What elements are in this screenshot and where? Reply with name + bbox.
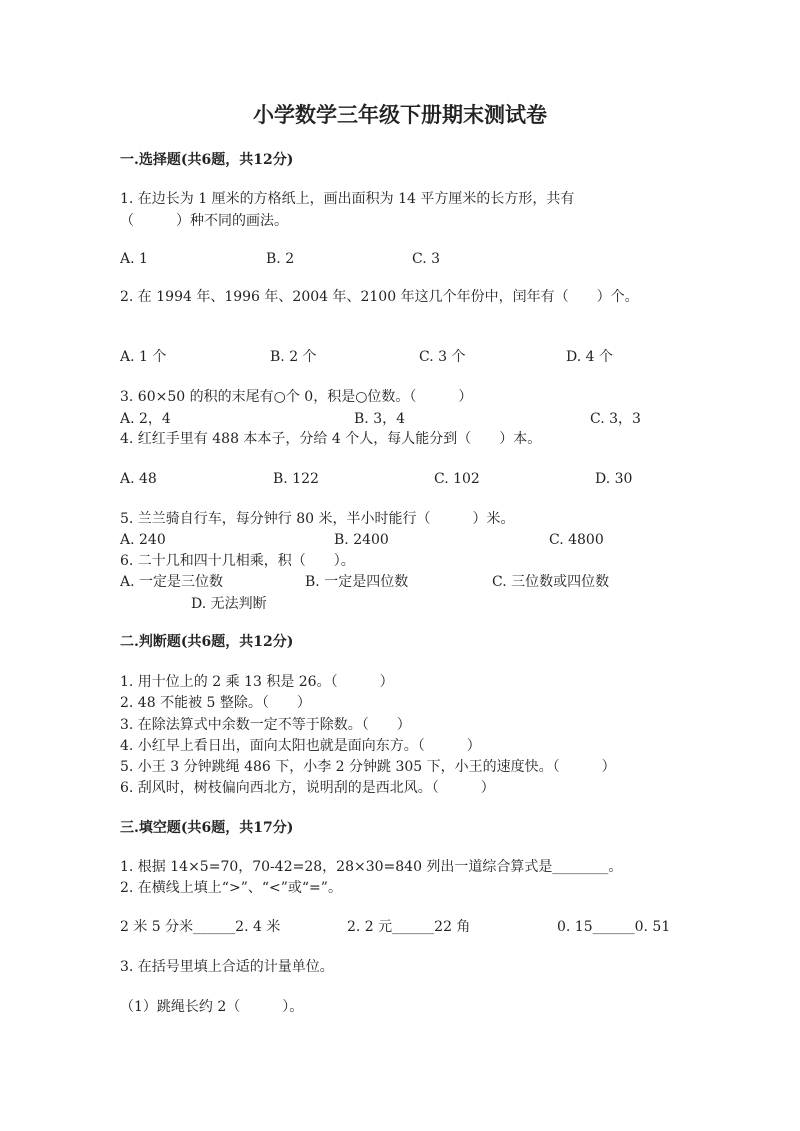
- judge-item-3: 3. 在除法算式中余数一定不等于除数。（ ）: [120, 717, 411, 733]
- judge-item-6: 6. 刮风时，树枝偏向西北方，说明刮的是西北风。（ ）: [120, 780, 495, 796]
- fill-q2-item-3: 0. 15______0. 51: [557, 919, 671, 935]
- fill-q3-sub-1: （1）跳绳长约 2（ ）。: [120, 999, 304, 1015]
- fill-q1: 1. 根据 14×5=70，70-42=28，28×30=840 列出一道综合算式是________。: [120, 859, 623, 875]
- choice-q1-option-b: B. 2: [266, 251, 295, 267]
- choice-q6-option-d: D. 无法判断: [191, 596, 267, 612]
- choice-q4-option-d: D. 30: [595, 471, 633, 487]
- choice-q1-option-c: C. 3: [412, 251, 441, 267]
- section-heading-judge: 二.判断题(共6题，共12分): [120, 634, 294, 650]
- judge-item-1: 1. 用十位上的 2 乘 13 积是 26。（ ）: [120, 674, 394, 690]
- choice-q5: 5. 兰兰骑自行车，每分钟行 80 米，半小时能行（ ）米。: [120, 511, 515, 527]
- choice-q3-option-b: B. 3，4: [354, 411, 406, 427]
- choice-q2-option-c: C. 3 个: [419, 349, 466, 365]
- section-heading-choice: 一.选择题(共6题，共12分): [120, 152, 294, 168]
- choice-q1-line2: （ ）种不同的画法。: [120, 213, 288, 229]
- choice-q2-option-a: A. 1 个: [120, 349, 167, 365]
- choice-q5-option-b: B. 2400: [334, 532, 389, 548]
- choice-q1-line1: 1. 在边长为 1 厘米的方格纸上，画出面积为 14 平方厘米的长方形，共有: [120, 191, 575, 207]
- choice-q3-option-c: C. 3，3: [590, 411, 641, 427]
- choice-q2: 2. 在 1994 年、1996 年、2004 年、2100 年这几个年份中，闰年有（ ）个。: [120, 289, 639, 305]
- choice-q2-option-b: B. 2 个: [270, 349, 317, 365]
- fill-q2: 2. 在横线上填上“>”、“<”或“=”。: [120, 880, 342, 896]
- choice-q6-option-c: C. 三位数或四位数: [492, 574, 610, 590]
- choice-q1-option-a: A. 1: [120, 251, 148, 267]
- choice-q3: 3. 60×50 的积的末尾有○个 0，积是○位数。（ ）: [120, 389, 473, 405]
- judge-item-4: 4. 小红早上看日出，面向太阳也就是面向东方。（ ）: [120, 738, 481, 754]
- choice-q6-option-a: A. 一定是三位数: [120, 574, 224, 590]
- choice-q6-option-b: B. 一定是四位数: [305, 574, 409, 590]
- choice-q4: 4. 红红手里有 488 本本子，分给 4 个人，每人能分到（ ）本。: [120, 431, 542, 447]
- choice-q5-option-a: A. 240: [120, 532, 166, 548]
- fill-q2-item-1: 2 米 5 分米______2. 4 米: [120, 919, 281, 935]
- page-title: 小学数学三年级下册期末测试卷: [253, 102, 547, 127]
- section-heading-fill: 三.填空题(共6题，共17分): [120, 820, 294, 836]
- choice-q4-option-c: C. 102: [434, 471, 480, 487]
- choice-q3-option-a: A. 2，4: [120, 411, 171, 427]
- choice-q6: 6. 二十几和四十几相乘，积（ ）。: [120, 553, 355, 569]
- choice-q4-option-b: B. 122: [273, 471, 319, 487]
- choice-q5-option-c: C. 4800: [549, 532, 604, 548]
- judge-item-2: 2. 48 不能被 5 整除。（ ）: [120, 695, 311, 711]
- fill-q3: 3. 在括号里填上合适的计量单位。: [120, 959, 334, 975]
- choice-q2-option-d: D. 4 个: [566, 349, 613, 365]
- choice-q4-option-a: A. 48: [120, 471, 157, 487]
- fill-q2-item-2: 2. 2 元______22 角: [347, 919, 471, 935]
- judge-item-5: 5. 小王 3 分钟跳绳 486 下，小李 2 分钟跳 305 下，小王的速度快。（ ）: [120, 759, 616, 775]
